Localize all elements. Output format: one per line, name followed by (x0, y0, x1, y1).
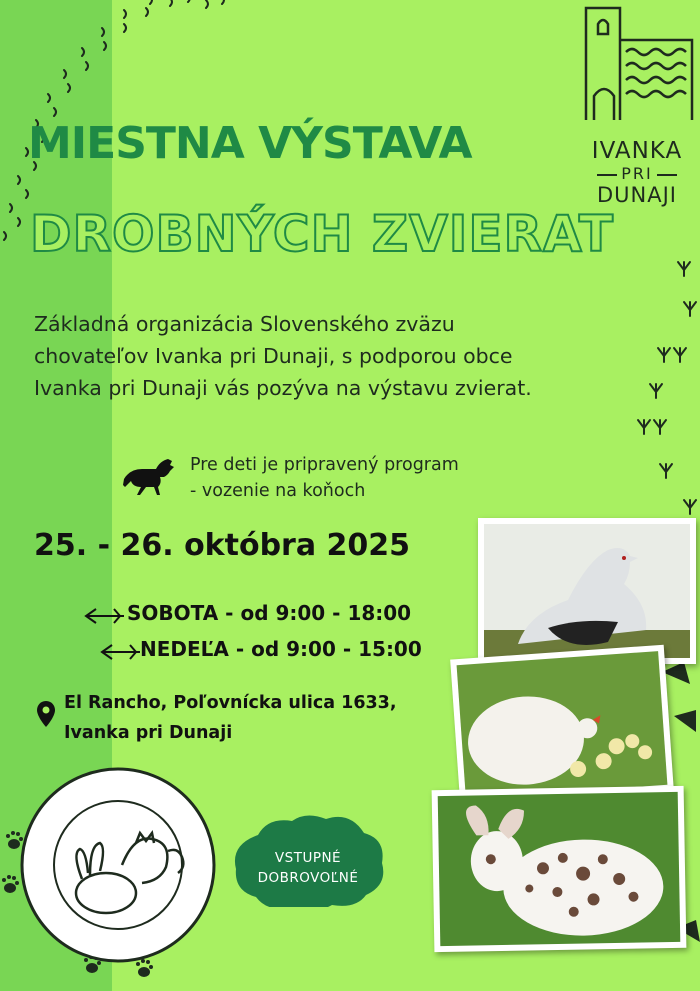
saturday-hours: SOBOTA - od 9:00 - 18:00 (127, 601, 412, 625)
location-pin-icon (36, 700, 56, 728)
horse-icon (120, 455, 178, 495)
intro-line: Ivanka pri Dunaji vás pozýva na výstavu zvierat. (34, 376, 532, 400)
kids-program-line: - vozenie na koňoch (190, 481, 366, 501)
town-tower-logo (580, 4, 696, 124)
pigeon-photo (478, 518, 696, 664)
title-line2: DROBNÝCH ZVIERAT (30, 205, 614, 263)
town-name-line3: DUNAJI (596, 183, 677, 207)
association-seal (18, 765, 218, 965)
intro-line: chovateľov Ivanka pri Dunaji, s podporou obce (34, 344, 513, 368)
intro-line: Základná organizácia Slovenského zväzu (34, 312, 455, 336)
arrow-icon (84, 606, 126, 626)
kids-program (190, 452, 459, 504)
town-name-line2: PRI (578, 164, 696, 183)
town-name-logo (578, 138, 696, 207)
town-name-line1: IVANKA (591, 138, 683, 164)
badge-line: VSTUPNÉ (274, 850, 342, 866)
address-line: Ivanka pri Dunaji (64, 723, 233, 743)
sunday-hours: NEDEĽA - od 9:00 - 15:00 (140, 637, 422, 661)
event-date: 25. - 26. októbra 2025 (34, 528, 411, 563)
kids-program-line: Pre deti je pripravený program (190, 455, 459, 475)
rabbit-photo (432, 786, 687, 952)
event-address (64, 688, 397, 748)
intro-text (34, 308, 634, 404)
hen-with-chicks-photo (450, 645, 674, 806)
address-line: El Rancho, Poľovnícka ulica 1633, (64, 693, 397, 713)
arrow-icon (100, 642, 142, 662)
entry-badge-text (228, 848, 388, 888)
badge-line: DOBROVOĽNÉ (257, 870, 359, 886)
paw-print-icon (674, 710, 696, 732)
title-line1: MIESTNA VÝSTAVA (28, 118, 472, 169)
